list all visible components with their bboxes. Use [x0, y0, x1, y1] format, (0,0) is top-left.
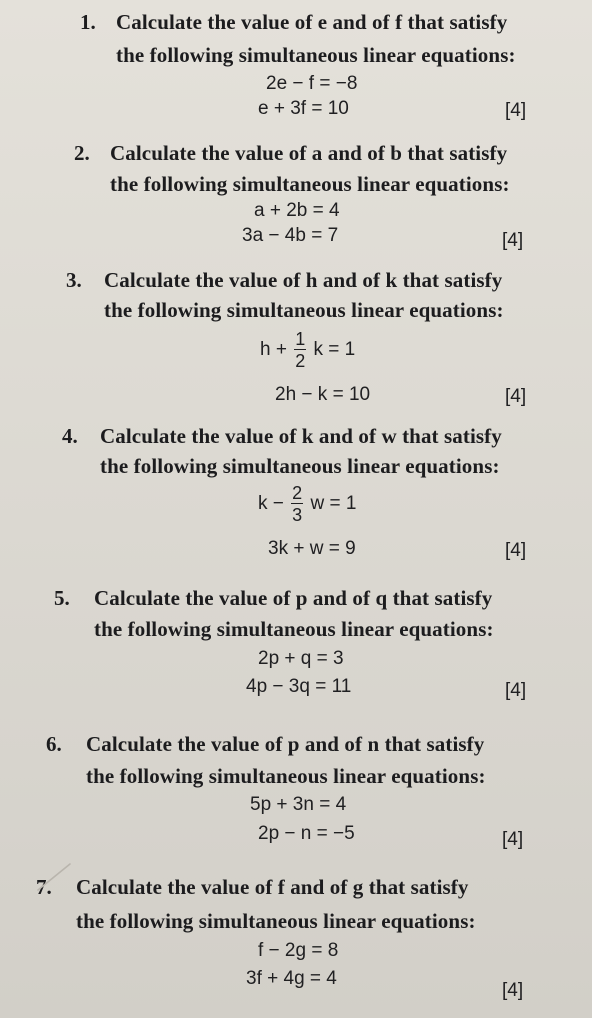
fraction-numerator: 1: [295, 329, 306, 349]
question-prompt-line-2: the following simultaneous linear equations:: [100, 454, 500, 478]
question-prompt-line-2: the following simultaneous linear equations:: [110, 172, 510, 196]
equation-2: 3f + 4g = 4: [246, 968, 337, 989]
equation-2: e + 3f = 10: [258, 98, 349, 119]
question-prompt-line-1: Calculate the value of h and of k that satisfy: [104, 268, 503, 292]
marks-label: [4]: [502, 980, 524, 1001]
equation-1-left: h +: [260, 339, 287, 361]
equation-1-right: w = 1: [310, 493, 357, 515]
fraction-one-half: [294, 330, 306, 370]
equation-1: [258, 484, 356, 524]
question-prompt-line-2: the following simultaneous linear equations:: [104, 298, 504, 322]
pencil-tick-icon: [34, 860, 74, 896]
question-number: 2.: [74, 141, 90, 165]
marks-label: [4]: [502, 230, 524, 251]
question-number: 3.: [66, 268, 82, 292]
equation-1: a + 2b = 4: [254, 200, 340, 221]
fraction-denominator: 2: [295, 351, 306, 371]
marks-label: [4]: [505, 386, 527, 407]
question-prompt-line-1: Calculate the value of e and of f that satisfy: [116, 10, 508, 34]
equation-1-left: k −: [258, 493, 284, 515]
fraction-numerator: 2: [292, 483, 303, 503]
equation-2: 3a − 4b = 7: [242, 225, 339, 246]
fraction-two-thirds: [291, 484, 303, 524]
question-number: 1.: [80, 10, 96, 34]
marks-label: [4]: [502, 829, 524, 850]
equation-1: 2p + q = 3: [258, 648, 344, 669]
question-prompt-line-2: the following simultaneous linear equations:: [76, 909, 476, 933]
question-prompt-line-2: the following simultaneous linear equations:: [86, 764, 486, 788]
question-number: 4.: [62, 424, 78, 448]
equation-2: 2p − n = −5: [258, 823, 355, 844]
question-prompt-line-1: Calculate the value of a and of b that satisfy: [110, 141, 508, 165]
question-prompt-line-1: Calculate the value of p and of q that satisfy: [94, 586, 493, 610]
question-number: 7.: [36, 875, 52, 899]
equation-2: 2h − k = 10: [275, 384, 371, 405]
question-number: 5.: [54, 586, 70, 610]
question-prompt-line-2: the following simultaneous linear equations:: [94, 617, 494, 641]
equation-1: 5p + 3n = 4: [250, 794, 347, 815]
question-prompt-line-1: Calculate the value of p and of n that satisfy: [86, 732, 485, 756]
equation-1: 2e − f = −8: [266, 73, 358, 94]
marks-label: [4]: [505, 100, 527, 121]
fraction-denominator: 3: [292, 505, 303, 525]
equation-2: 3k + w = 9: [268, 538, 356, 559]
marks-label: [4]: [505, 680, 527, 701]
question-prompt-line-2: the following simultaneous linear equations:: [116, 43, 516, 67]
equation-2: 4p − 3q = 11: [246, 676, 352, 697]
marks-label: [4]: [505, 540, 527, 561]
equation-1: f − 2g = 8: [258, 940, 339, 961]
equation-1: [260, 330, 355, 370]
question-number: 6.: [46, 732, 62, 756]
question-prompt-line-1: Calculate the value of k and of w that satisfy: [100, 424, 502, 448]
question-prompt-line-1: Calculate the value of f and of g that satisfy: [76, 875, 469, 899]
equation-1-right: k = 1: [313, 339, 356, 361]
